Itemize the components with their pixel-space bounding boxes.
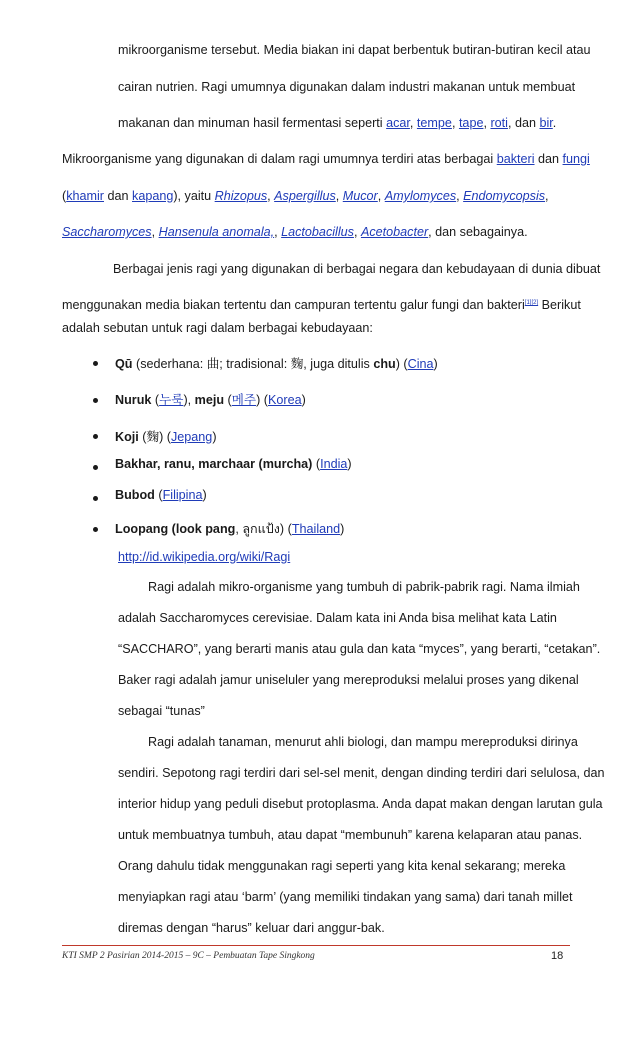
bullet-item-china (115, 353, 438, 372)
para3-line1: Berbagai jenis ragi yang digunakan di berbagai negara dan kebudayaan di dunia dibuat (113, 262, 601, 276)
text: ) (340, 522, 345, 536)
text: ) ( (256, 393, 268, 407)
text: ) (212, 430, 217, 444)
text: , (451, 116, 459, 130)
para2-line2: (khamir dan kapang), yaitu Rhizopus, Aspergillus, Mucor, Amylomyces, Endomycopsis, (62, 189, 549, 203)
text: Mikroorganisme yang digunakan di dalam ragi umumnya terdiri atas berbagai (62, 152, 497, 166)
term: Loopang (look pang (115, 522, 236, 536)
text: dan (104, 189, 133, 203)
text: ) (347, 457, 352, 471)
para4-line4: Baker ragi adalah jamur uniseluler yang mereproduksi melalui proses yang dikenal (118, 673, 579, 687)
para1-line3 (118, 116, 556, 130)
text: menggunakan media biakan tertentu dan campuran tertentu galur fungi dan bakteri (62, 298, 525, 312)
link-hansenula[interactable]: Hansenula anomala, (158, 225, 275, 239)
para3-line3: adalah sebutan untuk ragi dalam berbagai kebudayaan: (62, 321, 373, 335)
link-meju[interactable]: 메주 (231, 393, 257, 407)
text: makanan dan minuman hasil fermentasi seperti (118, 116, 387, 130)
text: ( (224, 393, 232, 407)
link-saccharomyces[interactable]: Saccharomyces (62, 225, 152, 239)
term: chu (373, 357, 396, 371)
link-acetobacter[interactable]: Acetobacter (360, 225, 429, 239)
citation-link[interactable]: [1][2] (524, 299, 539, 306)
source-url-link[interactable]: http://id.wikipedia.org/wiki/Ragi (118, 550, 291, 564)
text: , (353, 225, 361, 239)
text: ( (151, 393, 160, 407)
text: , (335, 189, 343, 203)
text: ( (312, 457, 321, 471)
text: ), yaitu (173, 189, 215, 203)
text: , (483, 116, 491, 130)
link-bir[interactable]: bir (539, 116, 553, 130)
link-india[interactable]: India (320, 457, 348, 471)
para5-line1: Ragi adalah tanaman, menurut ahli biologi, dan mampu mereproduksi dirinya (148, 735, 578, 749)
para5-line4: untuk membuatnya tumbuh, atau dapat “membunuh” karena kelaparan atau panas. (118, 828, 583, 842)
text: , dan (507, 116, 540, 130)
link-lactobacillus[interactable]: Lactobacillus (281, 225, 354, 239)
footer-rule (62, 945, 570, 946)
text: , (377, 189, 385, 203)
text: ) (202, 488, 207, 502)
text: ) ( (395, 357, 408, 371)
para5-line6: menyiapkan ragi atau ‘barm’ (yang memiliki tindakan yang sama) dari tanah millet (118, 890, 573, 904)
link-tempe[interactable]: tempe (416, 116, 452, 130)
para5-line3: interior hidup yang peduli disebut protoplasma. Anda dapat makan dengan larutan gula (118, 797, 603, 811)
term: Qū (115, 357, 133, 371)
bullet-icon (93, 496, 98, 501)
text: , (456, 189, 464, 203)
para2-line3: Saccharomyces, Hansenula anomala,, Lactobacillus, Acetobacter, dan sebagainya. (62, 225, 528, 239)
para4-line3: “SACCHARO”, yang berarti manis atau gula dan kata “myces”, yang berarti, “cetakan”. (118, 642, 601, 656)
bullet-icon (93, 398, 98, 403)
text: (麴) ( (138, 430, 171, 444)
link-filipina[interactable]: Filipina (162, 488, 203, 502)
link-endomycopsis[interactable]: Endomycopsis (463, 189, 546, 203)
link-acar[interactable]: acar (386, 116, 410, 130)
text: ( (154, 488, 163, 502)
para2-line1 (62, 152, 590, 166)
text: Berikut (538, 298, 581, 312)
para4-line1: Ragi adalah mikro-organisme yang tumbuh di pabrik-pabrik ragi. Nama ilmiah (148, 580, 580, 594)
term: Koji (115, 430, 139, 444)
para3-line2 (62, 298, 581, 312)
para4-line5: sebagai “tunas” (118, 704, 205, 718)
bullet-icon (93, 434, 98, 439)
text: ), (183, 393, 195, 407)
link-korea[interactable]: Korea (267, 393, 302, 407)
para5-line2: sendiri. Sepotong ragi terdiri dari sel-sel menit, dengan dinding terdiri dari selulosa, dan (118, 766, 605, 780)
link-khamir[interactable]: khamir (66, 189, 104, 203)
bullet-item-thailand (115, 519, 344, 539)
link-cina[interactable]: Cina (407, 357, 434, 371)
bullet-icon (93, 465, 98, 470)
para4-line2: adalah Saccharomyces cerevisiae. Dalam kata ini Anda bisa melihat kata Latin (118, 611, 557, 625)
term: Bakhar, ranu, marchaar (murcha) (115, 457, 313, 471)
text: (sederhana: 曲; tradisional: 麴, juga ditulis (132, 357, 374, 371)
link-thailand[interactable]: Thailand (291, 522, 341, 536)
link-rhizopus[interactable]: Rhizopus (214, 189, 268, 203)
para5-line5: Orang dahulu tidak menggunakan ragi seperti yang kita kenal sekarang; mereka (118, 859, 566, 873)
link-roti[interactable]: roti (490, 116, 508, 130)
footer-text: KTI SMP 2 Pasirian 2014-2015 – 9C – Pembuatan Tape Singkong (62, 951, 315, 961)
term: Nuruk (115, 393, 152, 407)
page-number: 18 (551, 950, 564, 962)
term: Bubod (115, 488, 155, 502)
link-nuruk[interactable]: 누룩 (159, 393, 184, 407)
link-fungi[interactable]: fungi (562, 152, 590, 166)
text: . (552, 116, 557, 130)
link-amylomyces[interactable]: Amylomyces (384, 189, 457, 203)
text: dan (534, 152, 563, 166)
text: , (409, 116, 417, 130)
bullet-icon (93, 527, 98, 532)
text: , (151, 225, 159, 239)
bullet-item-japan (115, 426, 217, 445)
bullet-item-philippines (115, 488, 207, 502)
text: , (267, 189, 275, 203)
text: ( (62, 189, 67, 203)
link-kapang[interactable]: kapang (132, 189, 174, 203)
para1-line1: mikroorganisme tersebut. Media biakan ini dapat berbentuk butiran-butiran kecil atau (118, 43, 591, 57)
link-tape[interactable]: tape (458, 116, 484, 130)
text: ) (433, 357, 438, 371)
text: , dan sebagainya. (428, 225, 528, 239)
term: meju (194, 393, 225, 407)
bullet-item-korea (115, 389, 306, 408)
para5-line7: diremas dengan “harus” keluar dari anggur-bak. (118, 921, 385, 935)
bullet-item-india (115, 457, 352, 471)
text: , ลูกแป้ง) ( (235, 522, 292, 536)
link-jepang[interactable]: Jepang (170, 430, 213, 444)
link-mucor[interactable]: Mucor (342, 189, 378, 203)
link-bakteri[interactable]: bakteri (496, 152, 535, 166)
text: ) (301, 393, 306, 407)
link-aspergillus[interactable]: Aspergillus (274, 189, 336, 203)
bullet-icon (93, 361, 98, 366)
para1-line2: cairan nutrien. Ragi umumnya digunakan dalam industri makanan untuk membuat (118, 80, 576, 94)
